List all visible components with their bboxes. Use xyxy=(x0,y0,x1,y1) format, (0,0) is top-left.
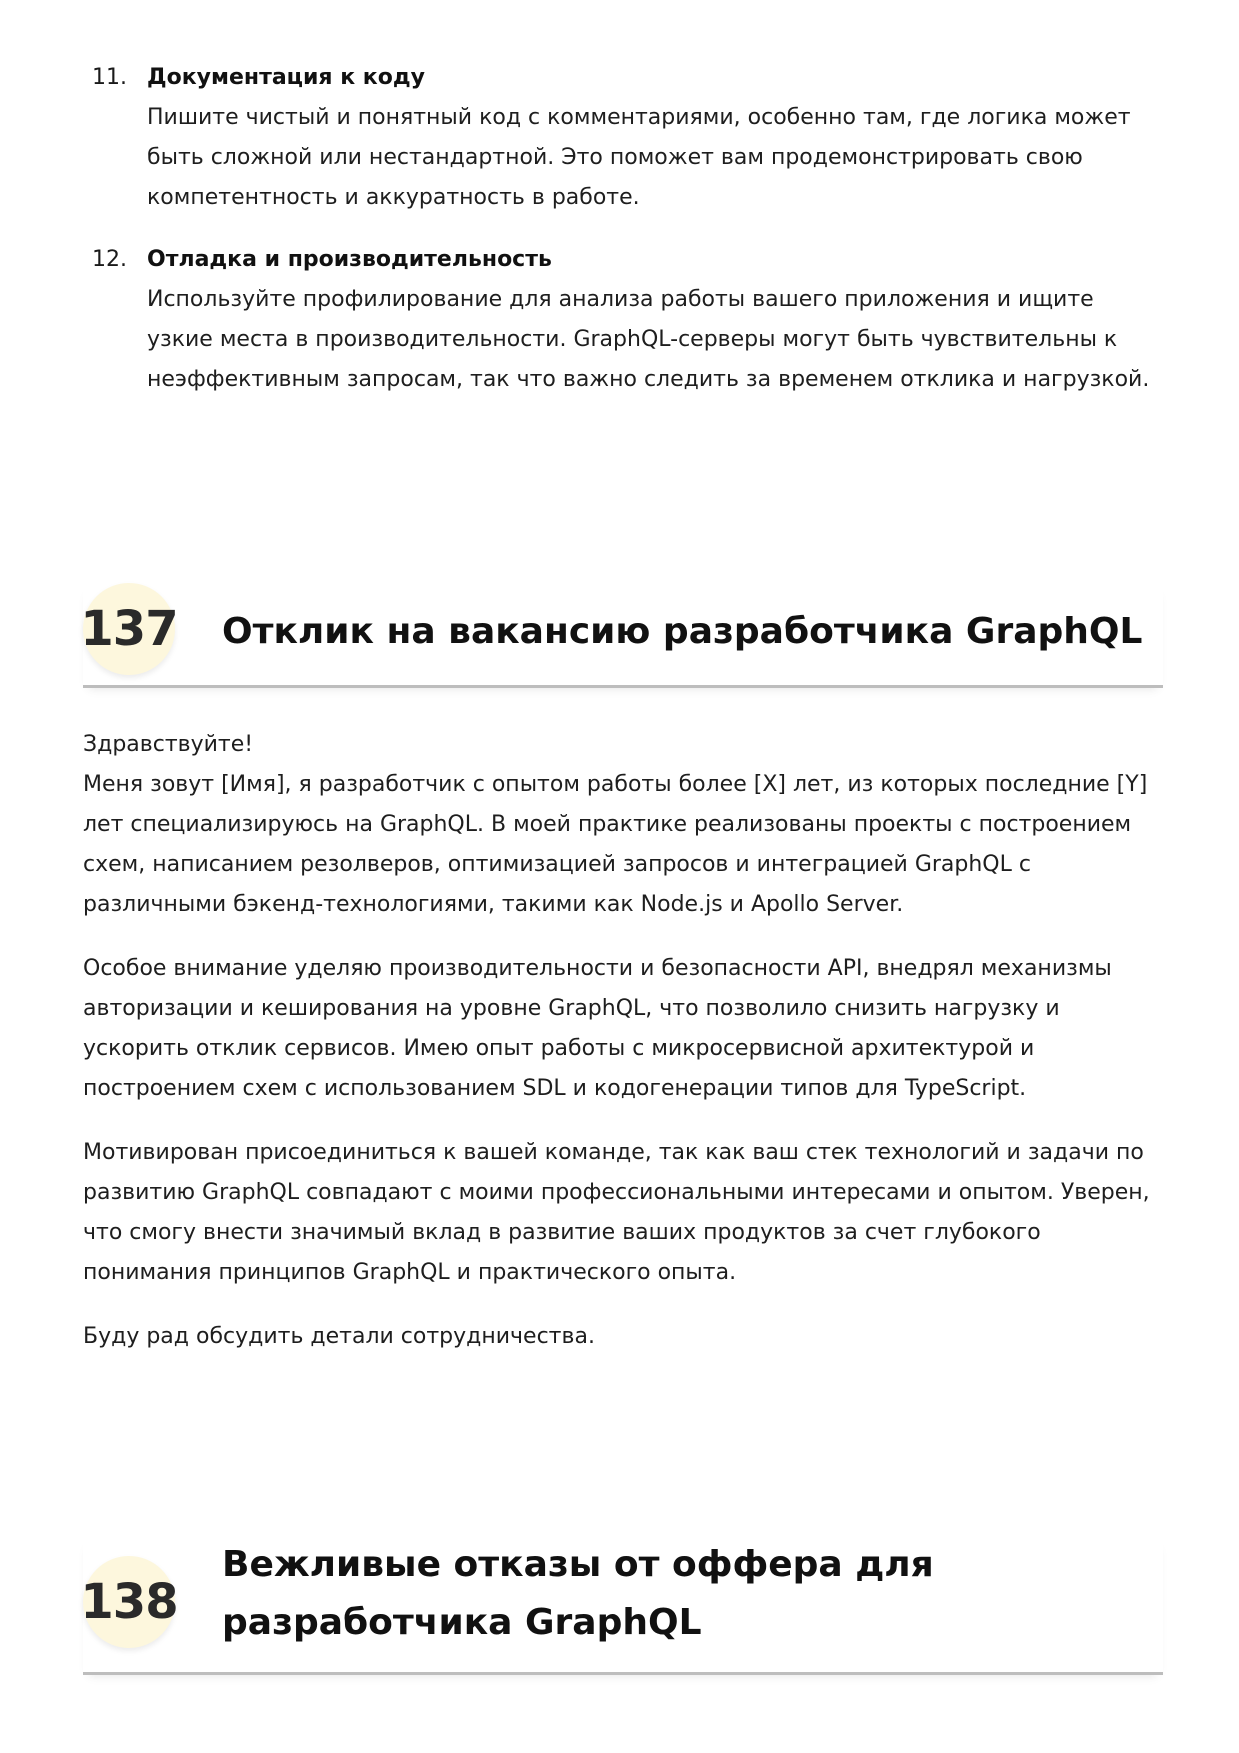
list-item xyxy=(92,240,1163,400)
letter-paragraph: Особое внимание уделяю производительности и безопасности API, внедрял механизмы авторизации и кеширования на уровне GraphQL, что позволило снизить нагрузку и ускорить отклик сервисов. Имею опыт работы с микросервисной архитектурой и построением схем с использованием SDL и кодогенерации типов для TypeScript. xyxy=(83,956,1112,1101)
section-number-badge: 138 xyxy=(83,1556,175,1648)
letter-closing: Буду рад обсудить детали сотрудничества. xyxy=(83,1324,595,1349)
list-item-text: Пишите чистый и понятный код с комментариями, особенно там, где логика может быть сложной или нестандартной. Это поможет вам продемонстрировать свою компетентность и аккуратность в работе. xyxy=(147,105,1131,210)
intro-text: Меня зовут [Имя], я разработчик с опытом работы более [X] лет, из которых последние [Y] лет специализируюсь на GraphQL. В моей практике реализованы проекты с построением схем, написанием резолверов, оптимизацией запросов и интеграцией GraphQL с различными бэкенд-технологиями, такими как Node.js и Apollo Server. xyxy=(83,772,1148,917)
list-item-text: Используйте профилирование для анализа работы вашего приложения и ищите узкие места в производительности. GraphQL-серверы могут быть чувствительны к неэффективным запросам, так что важно следить за временем отклика и нагрузкой. xyxy=(147,287,1150,392)
section-title: Отклик на вакансию разработчика GraphQL xyxy=(222,611,1143,652)
greeting: Здравствуйте! xyxy=(83,732,254,757)
section-137-body xyxy=(83,725,1163,1381)
section-number-badge: 137 xyxy=(83,583,175,675)
list-item-number: 12. xyxy=(92,247,127,272)
list-item xyxy=(92,58,1163,218)
letter-paragraph: Мотивирован присоединиться к вашей команде, так как ваш стек технологий и задачи по развитию GraphQL совпадают с моими профессиональными интересами и опытом. Уверен, что смогу внести значимый вклад в развитие ваших продуктов за счет глубокого понимания принципов GraphQL и практического опыта. xyxy=(83,1140,1150,1285)
section-137 xyxy=(80,583,1163,688)
section-heading xyxy=(80,583,1163,688)
tips-list xyxy=(92,58,1163,422)
section-title: Вежливые отказы от оффера для разработчика GraphQL xyxy=(222,1544,934,1643)
list-item-title: Отладка и производительность xyxy=(147,247,552,272)
list-item-title: Документация к коду xyxy=(147,65,425,90)
letter-paragraph xyxy=(83,725,1163,925)
section-heading xyxy=(80,1536,1163,1675)
list-item-number: 11. xyxy=(92,65,127,90)
section-138 xyxy=(80,1536,1163,1675)
